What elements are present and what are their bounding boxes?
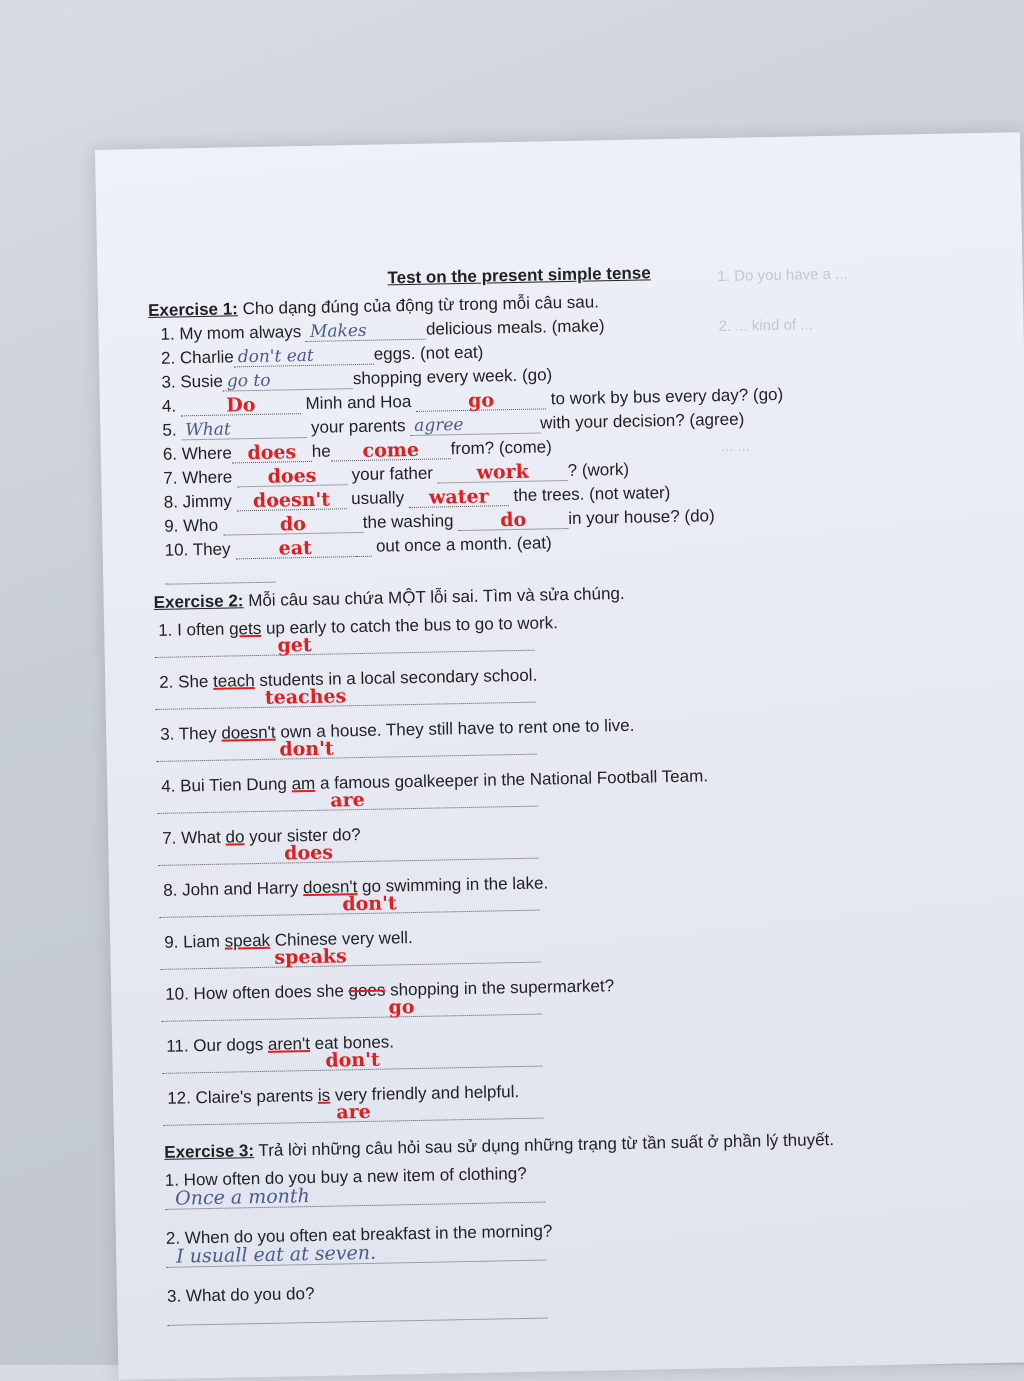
exercise-1-heading: Exercise 1: Cho dạng đúng của động từ trong mỗi câu sau. — [147, 292, 600, 321]
ex2-item: 4. Bui Tien Dung am a famous goalkeeper in the National Football Team. — [161, 766, 709, 796]
ex1-item: 2. Charlie don't eat eggs. (not eat) — [160, 342, 484, 368]
ex2-answer-line: are — [157, 792, 537, 814]
ex3-question: 2. When do you often eat breakfast in the morning? — [165, 1221, 553, 1248]
ex2-item: 10. How often does she goes shopping in the supermarket? — [165, 976, 615, 1004]
page-title: Test on the present simple tense — [387, 263, 651, 288]
ex1-item: 5. What your parents agree with your decision? (agree) — [162, 409, 745, 441]
ex3-answer-line: I usuall eat at seven. — [166, 1246, 546, 1268]
ex1-item — [165, 563, 275, 585]
ex3-question: 1. How often do you buy a new item of clothing? — [164, 1163, 527, 1190]
bleed-through-text: 2. ... kind of ... — [718, 316, 813, 336]
ex2-answer-line: don't — [162, 1052, 542, 1074]
ex2-answer-line: get — [154, 636, 534, 658]
exercise-3-heading: Exercise 3: Trả lời những câu hỏi sau sử dụng những trạng từ tần suất ở phần lý thuyết. — [164, 1129, 835, 1162]
ex1-item: 4. Do Minh and Hoa go to work by bus every day? (go) — [161, 384, 784, 417]
ex2-answer-line: go — [161, 1000, 541, 1022]
ex1-item: 7. Where does your father work ? (work) — [163, 459, 630, 488]
ex2-answer-line: speaks — [160, 948, 540, 970]
worksheet-paper — [95, 132, 1024, 1380]
ex2-answer-line: teaches — [155, 688, 535, 710]
bleed-through-text: ... ... — [720, 437, 751, 456]
ex2-answer-line: don't — [159, 896, 539, 918]
exercise-2-heading: Exercise 2: Mỗi câu sau chứa MỘT lỗi sai. Tìm và sửa chúng. — [153, 583, 625, 612]
ex3-answer-line: Once a month — [165, 1188, 545, 1210]
ex2-item: 7. What do your sister do? — [162, 825, 361, 848]
ex1-item: 10. They eat out once a month. (eat) — [164, 533, 552, 560]
ex2-answer-line: don't — [156, 740, 536, 762]
ex1-item: 3. Susie go to shopping every week. (go) — [161, 365, 553, 392]
ex3-question: 3. What do you do? — [166, 1284, 315, 1306]
ex2-item: 3. They doesn't own a house. They still have to rent one to live. — [160, 715, 635, 744]
ex2-answer-line: are — [163, 1104, 543, 1126]
ex1-item: 6. Where does he come from? (come) — [162, 437, 552, 465]
ex1-item: 9. Who do the washing do in your house? (do) — [164, 506, 715, 536]
ex2-item: 1. I often gets up early to catch the bus to go to work. — [158, 613, 559, 640]
ex2-item: 2. She teach students in a local secondary school. — [159, 665, 538, 692]
ex2-item: 9. Liam speak Chinese very well. — [164, 928, 413, 952]
ex2-item: 11. Our dogs aren't eat bones. — [166, 1032, 395, 1056]
bleed-through-text: 1. Do you have a ... — [717, 265, 848, 286]
ex2-item: 8. John and Harry doesn't go swimming in the lake. — [163, 873, 549, 900]
ex2-item: 12. Claire's parents is very friendly and helpful. — [167, 1082, 520, 1108]
ex1-item: 1. My mom always Makes delicious meals. (make) — [160, 316, 605, 344]
ex1-item: 8. Jimmy doesn't usually water the trees. (not water) — [163, 483, 671, 513]
ex3-answer-line — [167, 1304, 547, 1326]
ex2-answer-line: does — [158, 844, 538, 866]
